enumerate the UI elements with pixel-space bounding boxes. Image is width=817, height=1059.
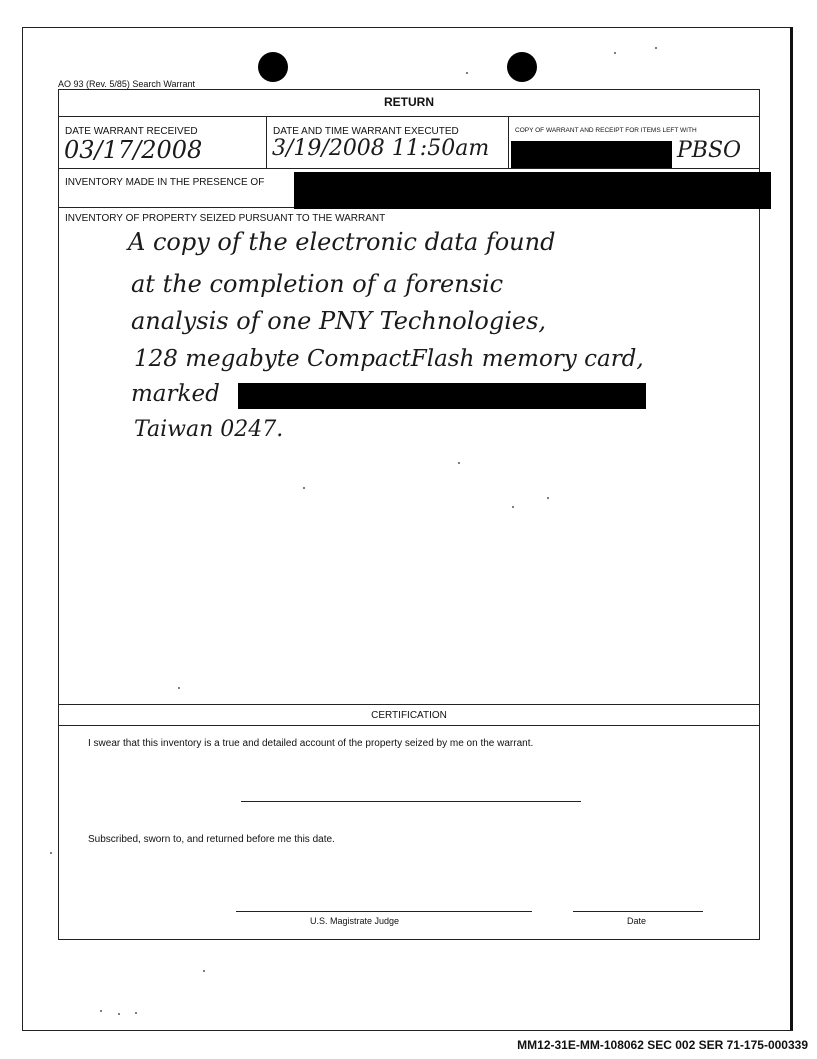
date-executed-value: 3/19/2008 11:50am xyxy=(272,136,490,161)
date-label: Date xyxy=(627,916,647,926)
rule xyxy=(58,116,760,117)
scan-speck xyxy=(100,1010,102,1012)
page-right-edge xyxy=(790,27,793,1030)
certification-title: CERTIFICATION xyxy=(371,710,447,721)
scan-speck xyxy=(466,72,468,74)
return-title: RETURN xyxy=(384,95,434,109)
copy-left-with-label: COPY OF WARRANT AND RECEIPT FOR ITEMS LEFT WITH xyxy=(515,127,697,134)
redaction xyxy=(511,141,672,168)
inventory-line-4: 128 megabyte CompactFlash memory card, xyxy=(134,346,644,372)
scan-speck xyxy=(178,687,180,689)
footer-id: MM12-31E-MM-108062 SEC 002 SER 71-175-000339 xyxy=(517,1038,808,1052)
rule xyxy=(266,116,267,168)
inventory-label: INVENTORY OF PROPERTY SEIZED PURSUANT TO THE WARRANT xyxy=(65,213,386,224)
inventory-line-1: A copy of the electronic data found xyxy=(128,228,556,256)
date-executed-label: DATE AND TIME WARRANT EXECUTED xyxy=(273,126,459,137)
page-bottom-edge xyxy=(22,1030,793,1031)
subscribed-text: Subscribed, sworn to, and returned before me this date. xyxy=(88,834,335,845)
inventory-line-2: at the completion of a forensic xyxy=(131,270,504,298)
judge-label: U.S. Magistrate Judge xyxy=(310,916,400,926)
page-top-edge xyxy=(22,27,790,28)
date-received-value: 03/17/2008 xyxy=(64,136,203,164)
scan-speck xyxy=(203,970,205,972)
punch-hole-left xyxy=(258,52,288,82)
redaction xyxy=(294,172,771,209)
inventory-line-3: analysis of one PNY Technologies, xyxy=(131,307,547,335)
scan-speck xyxy=(655,47,657,49)
inventory-line-5: marked xyxy=(131,381,220,407)
inventory-line-6: Taiwan 0247. xyxy=(134,417,284,442)
scan-speck xyxy=(135,1012,137,1014)
date-line xyxy=(573,911,703,912)
scan-speck xyxy=(614,52,616,54)
rule xyxy=(508,116,509,168)
copy-left-with-value: PBSO xyxy=(677,138,742,163)
certification-text: I swear that this inventory is a true and detailed account of the property seized by me on the warrant. xyxy=(88,738,534,749)
rule xyxy=(58,168,760,169)
signature-line xyxy=(241,801,581,802)
punch-hole-right xyxy=(507,52,537,82)
scan-speck xyxy=(303,487,305,489)
scan-speck xyxy=(547,497,549,499)
page-left-edge xyxy=(22,27,23,1030)
rule xyxy=(58,207,294,208)
form-id: AO 93 (Rev. 5/85) Search Warrant xyxy=(58,79,196,89)
rule xyxy=(58,725,760,726)
scan-speck xyxy=(118,1013,120,1015)
scan-speck xyxy=(512,506,514,508)
judge-signature-line xyxy=(236,911,532,912)
presence-label: INVENTORY MADE IN THE PRESENCE OF xyxy=(65,177,265,188)
redaction xyxy=(238,383,646,409)
date-received-label: DATE WARRANT RECEIVED xyxy=(65,126,198,137)
scan-speck xyxy=(50,852,52,854)
scan-speck xyxy=(458,462,460,464)
rule xyxy=(58,704,760,705)
